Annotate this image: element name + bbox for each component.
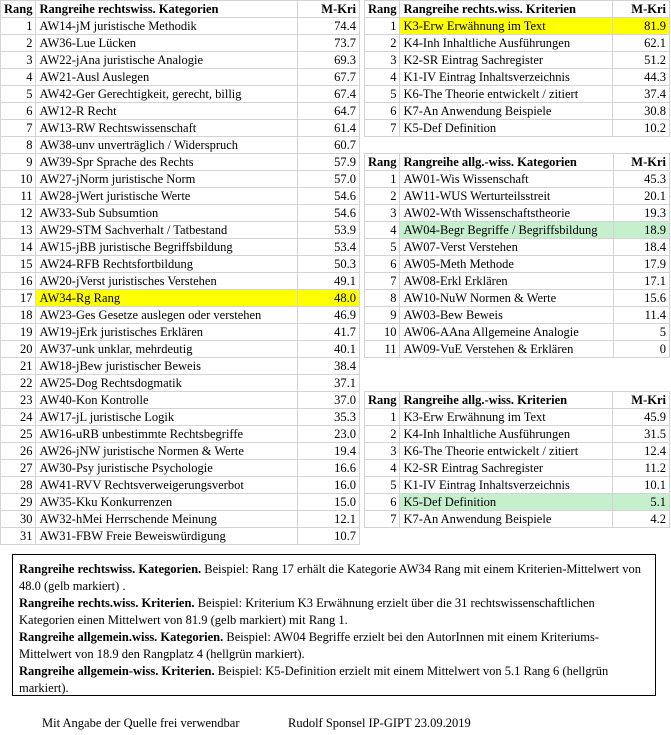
name-cell: AW29-STM Sachverhalt / Tatbestand xyxy=(36,222,298,239)
table-row xyxy=(365,426,670,443)
name-cell: K1-IV Eintrag Inhaltsverzeichnis xyxy=(400,477,613,494)
rank-cell: 8 xyxy=(1,137,36,154)
name-cell: AW19-jErk juristisches Erklären xyxy=(36,324,298,341)
name-cell: K5-Def Definition xyxy=(400,120,613,137)
table-row xyxy=(365,35,670,52)
value-cell: 18.4 xyxy=(614,239,670,256)
name-cell: K1-IV Eintrag Inhaltsverzeichnis xyxy=(400,69,613,86)
table-row xyxy=(1,137,360,154)
rank-cell: 12 xyxy=(1,205,36,222)
rank-cell: 3 xyxy=(1,52,36,69)
rank-cell: 3 xyxy=(365,205,400,222)
table-row xyxy=(1,341,360,358)
rank-cell: 14 xyxy=(1,239,36,256)
header-name: Rangreihe allg.-wiss. Kategorien xyxy=(400,154,614,171)
value-cell: 49.1 xyxy=(298,273,360,290)
value-cell: 38.4 xyxy=(298,358,360,375)
rank-cell: 9 xyxy=(365,307,400,324)
table-row xyxy=(365,171,670,188)
table-row xyxy=(365,307,670,324)
name-cell: AW41-RVV Rechtsverweigerungsverbot xyxy=(36,477,298,494)
name-cell: AW39-Spr Sprache des Rechts xyxy=(36,154,298,171)
rank-cell: 27 xyxy=(1,460,36,477)
table-row xyxy=(365,120,670,137)
rank-cell: 7 xyxy=(365,273,400,290)
header-mkri: M-Kri xyxy=(614,154,670,171)
value-cell: 16.6 xyxy=(298,460,360,477)
value-cell: 45.9 xyxy=(613,409,670,426)
header-rang: Rang xyxy=(365,1,400,18)
table-row xyxy=(1,307,360,324)
header-rang: Rang xyxy=(365,154,400,171)
table-row xyxy=(365,18,670,35)
footer-source: Mit Angabe der Quelle frei verwendbar xyxy=(42,716,240,730)
rank-cell: 3 xyxy=(365,443,400,460)
value-cell: 40.1 xyxy=(298,341,360,358)
name-cell: K4-Inh Inhaltliche Ausführungen xyxy=(400,35,613,52)
name-cell: AW16-uRB unbestimmte Rechtsbegriffe xyxy=(36,426,298,443)
value-cell: 57.0 xyxy=(298,171,360,188)
table-row xyxy=(365,443,670,460)
rank-cell: 1 xyxy=(365,171,400,188)
table-row xyxy=(365,409,670,426)
name-cell: AW12-R Recht xyxy=(36,103,298,120)
rank-cell: 17 xyxy=(1,290,36,307)
rank-cell: 3 xyxy=(365,52,400,69)
table-row xyxy=(1,154,360,171)
table-row xyxy=(1,324,360,341)
value-cell: 51.2 xyxy=(613,52,670,69)
name-cell: AW03-Bew Beweis xyxy=(400,307,614,324)
table-row xyxy=(1,494,360,511)
table-row xyxy=(365,477,670,494)
value-cell: 45.3 xyxy=(614,171,670,188)
table-row xyxy=(1,120,360,137)
name-cell: K5-Def Definition xyxy=(400,494,613,511)
rank-cell: 20 xyxy=(1,341,36,358)
table-row xyxy=(365,460,670,477)
value-cell: 4.2 xyxy=(613,511,670,528)
table-row xyxy=(365,239,670,256)
value-cell: 67.7 xyxy=(298,69,360,86)
value-cell: 81.9 xyxy=(613,18,670,35)
name-cell: AW24-RFB Rechtsfortbildung xyxy=(36,256,298,273)
rank-cell: 8 xyxy=(365,290,400,307)
value-cell: 57.9 xyxy=(298,154,360,171)
rank-cell: 7 xyxy=(1,120,36,137)
value-cell: 19.4 xyxy=(298,443,360,460)
table-row xyxy=(365,205,670,222)
rank-cell: 4 xyxy=(365,460,400,477)
value-cell: 64.7 xyxy=(298,103,360,120)
name-cell: AW08-Erkl Erklären xyxy=(400,273,614,290)
rank-cell: 6 xyxy=(365,256,400,273)
table-row xyxy=(365,256,670,273)
name-cell: AW32-hMei Herrschende Meinung xyxy=(36,511,298,528)
rank-cell: 7 xyxy=(365,511,400,528)
table-row xyxy=(365,52,670,69)
rank-cell: 4 xyxy=(1,69,36,86)
rank-cell: 5 xyxy=(1,86,36,103)
table-row xyxy=(365,324,670,341)
table-row xyxy=(365,341,670,358)
name-cell: K3-Erw Erwähnung im Text xyxy=(400,409,613,426)
name-cell: K7-An Anwendung Beispiele xyxy=(400,511,613,528)
value-cell: 53.4 xyxy=(298,239,360,256)
table-row xyxy=(1,409,360,426)
table-row xyxy=(1,52,360,69)
name-cell: AW01-Wis Wissenschaft xyxy=(400,171,614,188)
value-cell: 67.4 xyxy=(298,86,360,103)
table-row xyxy=(1,103,360,120)
table-row xyxy=(1,222,360,239)
rank-cell: 24 xyxy=(1,409,36,426)
table-allgwiss-kategorien xyxy=(364,153,670,358)
value-cell: 46.9 xyxy=(298,307,360,324)
table-row xyxy=(1,188,360,205)
note-4: Rangreihe allgemein-wiss. Kriterien. Beispiel: K5-Definition erzielt mit einem Mittelwert von 5.1 Rang 6 (hellgrün markiert). xyxy=(19,664,609,695)
table-row xyxy=(1,392,360,409)
name-cell: AW05-Meth Methode xyxy=(400,256,614,273)
rank-cell: 10 xyxy=(1,171,36,188)
value-cell: 15.0 xyxy=(298,494,360,511)
note-3: Rangreihe allgemein.wiss. Kategorien. Beispiel: AW04 Begriffe erzielt bei den AutorInnen mit einem Kriteriums-Mittelwert von 18.9 den Rangplatz 4 (hellgrün markiert). xyxy=(19,630,600,661)
name-cell: K2-SR Eintrag Sachregister xyxy=(400,460,613,477)
value-cell: 19.3 xyxy=(614,205,670,222)
value-cell: 35.3 xyxy=(298,409,360,426)
name-cell: K3-Erw Erwähnung im Text xyxy=(400,18,613,35)
rank-cell: 1 xyxy=(1,18,36,35)
name-cell: K4-Inh Inhaltliche Ausführungen xyxy=(400,426,613,443)
value-cell: 30.8 xyxy=(613,103,670,120)
name-cell: AW25-Dog Rechtsdogmatik xyxy=(36,375,298,392)
rank-cell: 6 xyxy=(365,494,400,511)
name-cell: AW11-WUS Werturteilsstreit xyxy=(400,188,614,205)
rank-cell: 13 xyxy=(1,222,36,239)
table-row xyxy=(1,205,360,222)
value-cell: 74.4 xyxy=(298,18,360,35)
table-row xyxy=(1,426,360,443)
name-cell: AW17-jL juristische Logik xyxy=(36,409,298,426)
name-cell: AW22-jAna juristische Analogie xyxy=(36,52,298,69)
name-cell: AW37-unk unklar, mehrdeutig xyxy=(36,341,298,358)
rank-cell: 2 xyxy=(365,426,400,443)
name-cell: AW23-Ges Gesetze auslegen oder verstehen xyxy=(36,307,298,324)
value-cell: 5 xyxy=(614,324,670,341)
name-cell: AW38-unv unverträglich / Widerspruch xyxy=(36,137,298,154)
rank-cell: 11 xyxy=(1,188,36,205)
name-cell: AW21-Ausl Auslegen xyxy=(36,69,298,86)
value-cell: 48.0 xyxy=(298,290,360,307)
value-cell: 10.2 xyxy=(613,120,670,137)
rank-cell: 1 xyxy=(365,18,400,35)
header-mkri: M-Kri xyxy=(613,1,670,18)
rank-cell: 29 xyxy=(1,494,36,511)
table-row xyxy=(365,69,670,86)
value-cell: 37.4 xyxy=(613,86,670,103)
rank-cell: 31 xyxy=(1,528,36,545)
table-row xyxy=(1,290,360,307)
table-row xyxy=(365,494,670,511)
table-header xyxy=(365,154,670,171)
name-cell: AW35-Kku Konkurrenzen xyxy=(36,494,298,511)
value-cell: 62.1 xyxy=(613,35,670,52)
table-row xyxy=(365,188,670,205)
name-cell: K6-The Theorie entwickelt / zitiert xyxy=(400,86,613,103)
table-row xyxy=(1,256,360,273)
value-cell: 37.1 xyxy=(298,375,360,392)
table-row xyxy=(1,511,360,528)
value-cell: 17.1 xyxy=(614,273,670,290)
value-cell: 41.7 xyxy=(298,324,360,341)
value-cell: 5.1 xyxy=(613,494,670,511)
rank-cell: 1 xyxy=(365,409,400,426)
value-cell: 54.6 xyxy=(298,205,360,222)
value-cell: 23.0 xyxy=(298,426,360,443)
rank-cell: 11 xyxy=(365,341,400,358)
rank-cell: 22 xyxy=(1,375,36,392)
rank-cell: 10 xyxy=(365,324,400,341)
value-cell: 17.9 xyxy=(614,256,670,273)
table-header xyxy=(365,1,670,18)
rank-cell: 6 xyxy=(1,103,36,120)
value-cell: 53.9 xyxy=(298,222,360,239)
table-row xyxy=(365,273,670,290)
header-rang: Rang xyxy=(1,1,36,18)
rank-cell: 2 xyxy=(365,35,400,52)
name-cell: AW06-AAna Allgemeine Analogie xyxy=(400,324,614,341)
value-cell: 31.5 xyxy=(613,426,670,443)
table-rechtswiss-kriterien xyxy=(364,0,670,137)
value-cell: 50.3 xyxy=(298,256,360,273)
name-cell: K7-An Anwendung Beispiele xyxy=(400,103,613,120)
name-cell: AW02-Wth Wissenschaftstheorie xyxy=(400,205,614,222)
table-row xyxy=(1,35,360,52)
name-cell: AW15-jBB juristische Begriffsbildung xyxy=(36,239,298,256)
rank-cell: 2 xyxy=(1,35,36,52)
header-name: Rangreihe rechtswiss. Kategorien xyxy=(36,1,298,18)
name-cell: AW14-jM juristische Methodik xyxy=(36,18,298,35)
value-cell: 54.6 xyxy=(298,188,360,205)
table-row xyxy=(365,86,670,103)
name-cell: K2-SR Eintrag Sachregister xyxy=(400,52,613,69)
rank-cell: 18 xyxy=(1,307,36,324)
table-row xyxy=(1,18,360,35)
name-cell: AW33-Sub Subsumtion xyxy=(36,205,298,222)
rank-cell: 9 xyxy=(1,154,36,171)
header-name: Rangreihe rechts.wiss. Kriterien xyxy=(400,1,613,18)
name-cell: AW26-jNW juristische Normen & Werte xyxy=(36,443,298,460)
name-cell: AW31-FBW Freie Beweiswürdigung xyxy=(36,528,298,545)
rank-cell: 28 xyxy=(1,477,36,494)
value-cell: 12.4 xyxy=(613,443,670,460)
rank-cell: 7 xyxy=(365,120,400,137)
table-row xyxy=(365,103,670,120)
name-cell: AW13-RW Rechtswissenschaft xyxy=(36,120,298,137)
footer xyxy=(0,714,671,734)
rank-cell: 30 xyxy=(1,511,36,528)
rank-cell: 16 xyxy=(1,273,36,290)
header-mkri: M-Kri xyxy=(613,392,670,409)
name-cell: AW28-jWert juristische Werte xyxy=(36,188,298,205)
name-cell: AW34-Rg Rang xyxy=(36,290,298,307)
table-row xyxy=(1,477,360,494)
table-row xyxy=(1,171,360,188)
rank-cell: 23 xyxy=(1,392,36,409)
rank-cell: 5 xyxy=(365,477,400,494)
notes-box xyxy=(12,554,656,696)
value-cell: 16.0 xyxy=(298,477,360,494)
table-row xyxy=(1,375,360,392)
rank-cell: 4 xyxy=(365,222,400,239)
note-2: Rangreihe rechts.wiss. Kriterien. Beispiel: Kriterium K3 Erwähnung erzielt über die 31 rechtswissenschaftlichen Kategorien einen Mittelwert von 81.9 (gelb markiert) mit Rang 1. xyxy=(19,596,595,627)
rank-cell: 25 xyxy=(1,426,36,443)
value-cell: 10.7 xyxy=(298,528,360,545)
name-cell: AW27-jNorm juristische Norm xyxy=(36,171,298,188)
value-cell: 44.3 xyxy=(613,69,670,86)
rank-cell: 21 xyxy=(1,358,36,375)
value-cell: 60.7 xyxy=(298,137,360,154)
rank-cell: 19 xyxy=(1,324,36,341)
table-row xyxy=(1,273,360,290)
value-cell: 69.3 xyxy=(298,52,360,69)
table-row xyxy=(365,222,670,239)
value-cell: 10.1 xyxy=(613,477,670,494)
name-cell: AW04-Begr Begriffe / Begriffsbildung xyxy=(400,222,614,239)
table-row xyxy=(1,69,360,86)
name-cell: AW10-NuW Normen & Werte xyxy=(400,290,614,307)
header-mkri: M-Kri xyxy=(298,1,360,18)
table-row xyxy=(1,358,360,375)
value-cell: 73.7 xyxy=(298,35,360,52)
value-cell: 37.0 xyxy=(298,392,360,409)
name-cell: AW20-jVerst juristisches Verstehen xyxy=(36,273,298,290)
table-row xyxy=(1,86,360,103)
header-rang: Rang xyxy=(365,392,400,409)
rank-cell: 5 xyxy=(365,239,400,256)
footer-author: Rudolf Sponsel IP-GIPT 23.09.2019 xyxy=(288,716,471,730)
rank-cell: 26 xyxy=(1,443,36,460)
name-cell: AW18-jBew juristischer Beweis xyxy=(36,358,298,375)
rank-cell: 15 xyxy=(1,256,36,273)
name-cell: AW09-VuE Verstehen & Erklären xyxy=(400,341,614,358)
name-cell: AW36-Lue Lücken xyxy=(36,35,298,52)
rank-cell: 6 xyxy=(365,103,400,120)
value-cell: 0 xyxy=(614,341,670,358)
name-cell: AW30-Psy juristische Psychologie xyxy=(36,460,298,477)
table-row xyxy=(365,511,670,528)
rank-cell: 2 xyxy=(365,188,400,205)
table-header xyxy=(365,392,670,409)
rank-cell: 5 xyxy=(365,86,400,103)
table-row xyxy=(1,460,360,477)
name-cell: K6-The Theorie entwickelt / zitiert xyxy=(400,443,613,460)
value-cell: 20.1 xyxy=(614,188,670,205)
name-cell: AW42-Ger Gerechtigkeit, gerecht, billig xyxy=(36,86,298,103)
name-cell: AW40-Kon Kontrolle xyxy=(36,392,298,409)
table-row xyxy=(1,528,360,545)
value-cell: 18.9 xyxy=(614,222,670,239)
rank-cell: 4 xyxy=(365,69,400,86)
header-name: Rangreihe allg.-wiss. Kriterien xyxy=(400,392,613,409)
value-cell: 11.2 xyxy=(613,460,670,477)
table-row xyxy=(1,239,360,256)
name-cell: AW07-Verst Verstehen xyxy=(400,239,614,256)
table-row xyxy=(365,290,670,307)
value-cell: 11.4 xyxy=(614,307,670,324)
table-row xyxy=(1,443,360,460)
table-rechtswiss-kategorien xyxy=(0,0,360,545)
value-cell: 61.4 xyxy=(298,120,360,137)
note-1: Rangreihe rechtswiss. Kategorien. Beispiel: Rang 17 erhält die Kategorie AW34 Rang mit einem Kriterien-Mittelwert von 48.0 (gelb markiert) . xyxy=(19,562,642,593)
value-cell: 12.1 xyxy=(298,511,360,528)
table-allgwiss-kriterien xyxy=(364,391,670,528)
value-cell: 15.6 xyxy=(614,290,670,307)
table-header xyxy=(1,1,360,18)
